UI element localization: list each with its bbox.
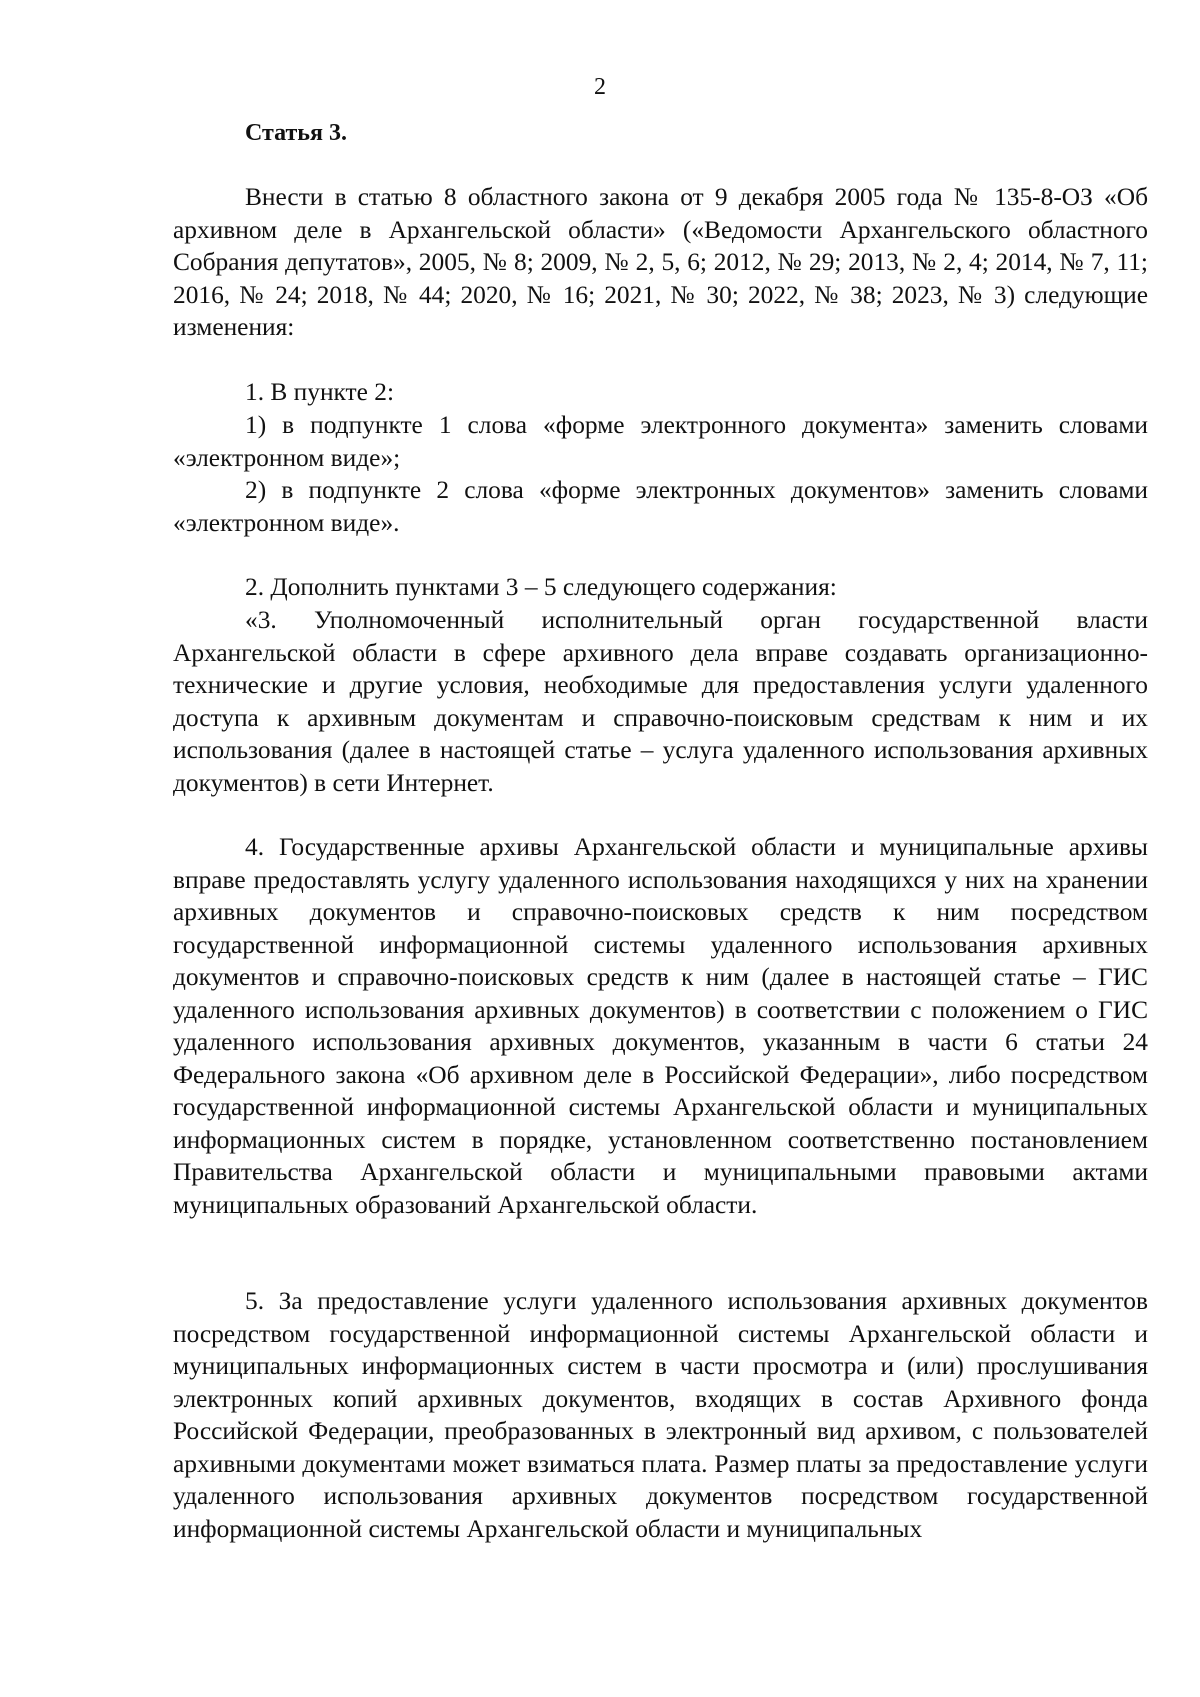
item2-heading: 2. Дополнить пунктами 3 – 5 следующего содержания: [245,573,837,601]
item2-point-5: 5. За предоставление услуги удаленного использования архивных документов посредством государственной информационной системы Архангельской области и муниципальных информационных систем в части просмотра и (или) прослушивания электронных копий архивных документов, входящих в состав Архивного фонда Российской Федерации, преобразованных в электронный вид архивом, с пользователей архивными документами может взиматься плата. Размер платы за предоставление услуги удаленного использования архивных документов посредством государственной информационной системы Архангельской области и муниципальных [173,1287,1148,1543]
item1-subitem-1: 1) в подпункте 1 слова «форме электронного документа» заменить словами «электронном виде»; [173,411,1148,472]
item2-point-4: 4. Государственные архивы Архангельской области и муниципальные архивы вправе предоставлять услугу удаленного использования находящихся у них на хранении архивных документов и справочно-поисковых средств к ним посредством государственной информационной системы удаленного использования архивных документов и справочно-поисковых средств к ним (далее в настоящей статье – ГИС удаленного использования архивных документов) в соответствии с положением о ГИС удаленного использования архивных документов, указанным в части 6 статьи 24 Федерального закона «Об архивном деле в Российской Федерации», либо посредством государственной информационной системы Архангельской области и муниципальных информационных систем в порядке, установленном соответственно постановлением Правительства Архангельской области и муниципальными правовыми актами муниципальных образований Архангельской области. [173,833,1148,1219]
paragraph-intro: Внести в статью 8 областного закона от 9 декабря 2005 года № 135-8-ОЗ «Об архивном деле в Архангельской области» («Ведомости Архангельского областного Собрания депутатов», 2005, № 8; 2009, № 2, 5, 6; 2012, № 29; 2013, № 2, 4; 2014, № 7, 11; 2016, № 24; 2018, № 44; 2020, № 16; 2021, № 30; 2022, № 38; 2023, № 3) следующие изменения: [173,183,1148,341]
item1-heading: 1. В пункте 2: [245,378,395,406]
article-title: Статья 3. [245,120,347,146]
item1-subitem-2: 2) в подпункте 2 слова «форме электронных документов» заменить словами «электронном виде». [173,476,1148,537]
item2-point-3: «3. Уполномоченный исполнительный орган государственной власти Архангельской области в сфере архивного дела вправе создавать организационно-технические и другие условия, необходимые для предоставления услуги удаленного доступа к архивным документам и справочно-поисковым средствам к ним и их использования (далее в настоящей статье – услуга удаленного использования архивных документов) в сети Интернет. [173,606,1148,797]
page-number: 2 [594,74,606,100]
